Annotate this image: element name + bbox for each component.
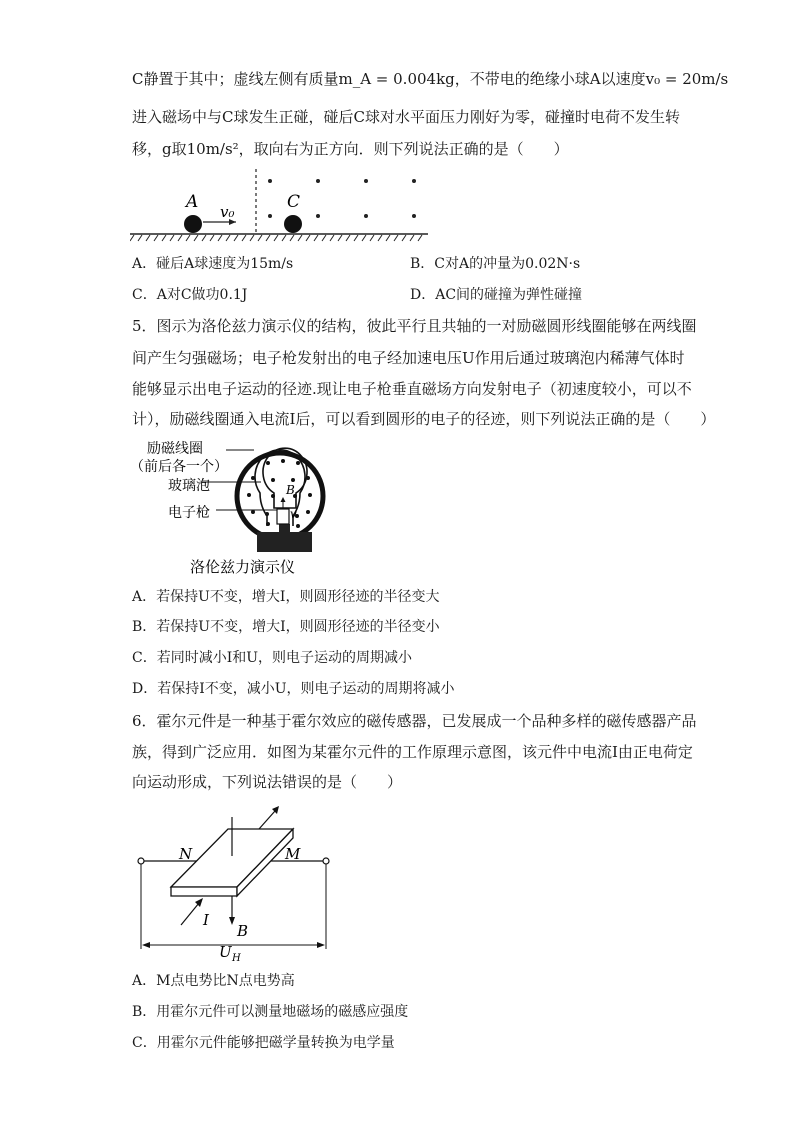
q6-text-line-1: 6．霍尔元件是一种基于霍尔效应的磁传感器，已发展成一个品种多样的磁传感器产品 xyxy=(132,712,697,730)
b-label: B xyxy=(286,483,295,497)
q4-text-line-3: 移，g取10m/s²，取向右为正方向．则下列说法正确的是（ ） xyxy=(132,140,569,158)
uh-label: U xyxy=(219,943,232,961)
q5-option-d: D．若保持I不变，减小U，则电子运动的周期将减小 xyxy=(132,681,455,697)
label-c: C xyxy=(287,192,301,212)
label-a: A xyxy=(186,192,199,212)
hall-element-figure xyxy=(135,803,335,963)
v-label: v xyxy=(290,507,297,521)
collision-figure xyxy=(130,165,430,245)
q5-text-line-3: 能够显示出电子运动的径迹.现让电子枪垂直磁场方向发射电子（初速度较小，可以不 xyxy=(132,380,692,398)
uh-subscript: H xyxy=(232,953,241,963)
bulb-label: 玻璃泡 xyxy=(168,478,210,494)
q5-option-b: B．若保持U不变，增大I，则圆形径迹的半径变小 xyxy=(132,619,440,635)
q6-option-b: B．用霍尔元件可以测量地磁场的磁感应强度 xyxy=(132,1004,409,1020)
apparatus-base xyxy=(257,532,312,552)
q4-text-line-1: C静置于其中；虚线左侧有质量m_A = 0.004kg，不带电的绝缘小球A以速度v₀ = 20m/s xyxy=(132,70,729,88)
q4-text-line-2: 进入磁场中与C球发生正碰，碰后C球对水平面压力刚好为零，碰撞时电荷不发生转 xyxy=(132,108,680,126)
q5-option-c: C．若同时减小I和U，则电子运动的周期减小 xyxy=(132,650,413,666)
gun-label: 电子枪 xyxy=(168,505,210,521)
coil-label: 励磁线圈 xyxy=(147,441,203,457)
q6-text-line-2: 族，得到广泛应用．如图为某霍尔元件的工作原理示意图，该元件中电流I由正电荷定 xyxy=(132,743,693,761)
electron-gun xyxy=(277,509,289,524)
q6-option-c: C．用霍尔元件能够把磁学量转换为电学量 xyxy=(132,1035,395,1051)
ball-a xyxy=(184,215,202,233)
coil-sublabel: （前后各一个） xyxy=(130,459,228,475)
figure-caption: 洛伦兹力演示仪 xyxy=(190,558,296,576)
q5-text-line-1: 5．图示为洛伦兹力演示仪的结构，彼此平行且共轴的一对励磁圆形线圈能够在两线圈 xyxy=(132,317,697,335)
lorentz-demo-figure xyxy=(130,438,340,580)
q4-option-d: D．AC间的碰撞为弹性碰撞 xyxy=(410,287,583,303)
q5-text-line-2: 间产生匀强磁场；电子枪发射出的电子经加速电压U作用后通过玻璃泡内稀薄气体时 xyxy=(132,349,685,367)
q5-option-a: A．若保持U不变，增大I，则圆形径迹的半径变大 xyxy=(132,589,440,605)
label-v0: v₀ xyxy=(220,203,235,221)
i-label: I xyxy=(203,911,209,929)
q4-option-b: B．C对A的冲量为0.02N·s xyxy=(410,256,581,272)
q6-option-a: A．M点电势比N点电势高 xyxy=(132,973,295,989)
b-label: B xyxy=(237,922,249,940)
n-label: N xyxy=(179,845,193,863)
ball-c xyxy=(284,215,302,233)
m-label: M xyxy=(285,845,301,863)
q6-text-line-3: 向运动形成，下列说法错误的是（ ） xyxy=(132,773,403,791)
q5-text-line-4: 计），励磁线圈通入电流I后，可以看到圆形的电子的径迹，则下列说法正确的是（ ） xyxy=(132,410,716,428)
q4-option-c: C．A对C做功0.1J xyxy=(132,287,248,303)
q4-option-a: A．碰后A球速度为15m/s xyxy=(132,256,294,272)
